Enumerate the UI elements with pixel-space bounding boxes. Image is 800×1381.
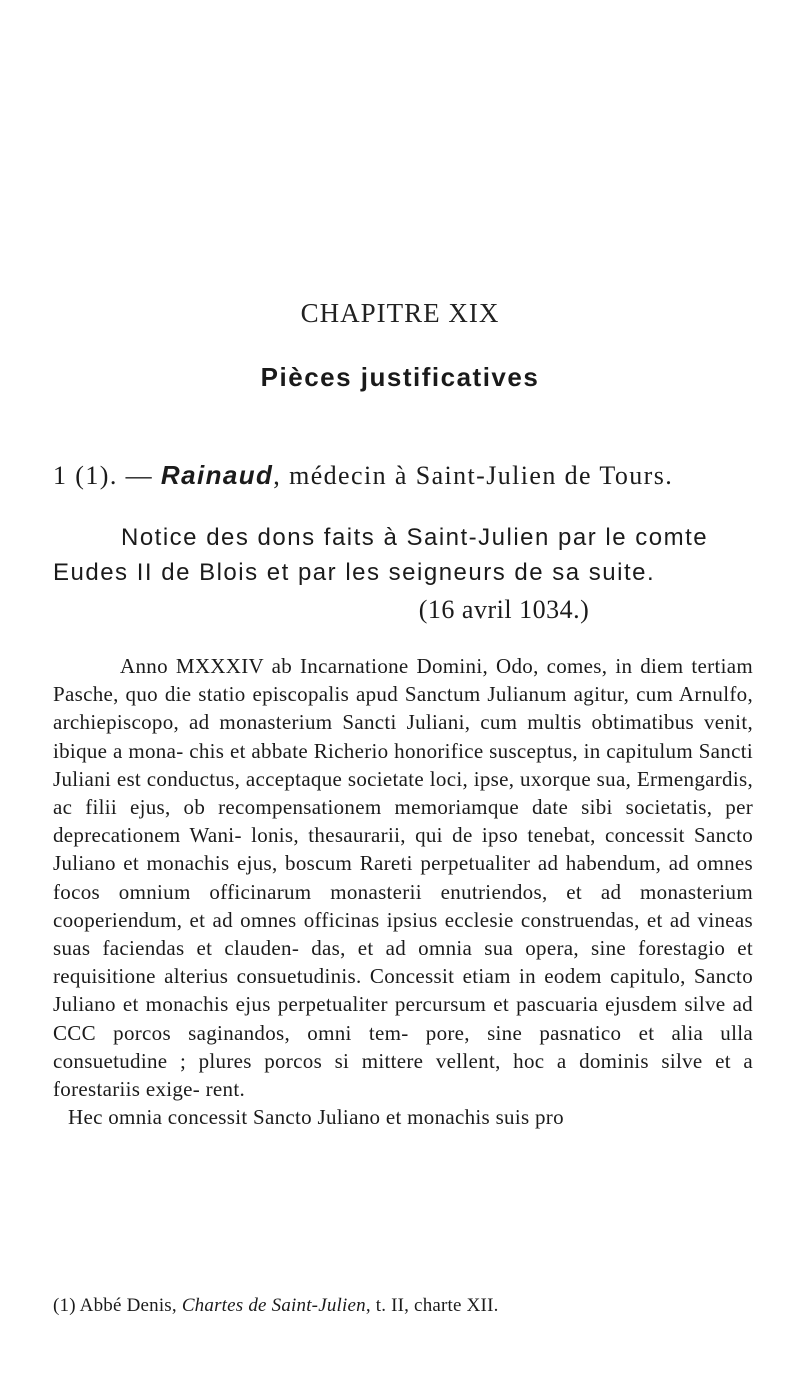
- footnote-author: Abbé Denis,: [75, 1295, 182, 1316]
- body-paragraph: Hec omnia concessit Sancto Juliano et monachis suis pro: [68, 1105, 564, 1130]
- entry-number: 1 (1).: [53, 461, 118, 490]
- document-date-text: (16 avril 1034.): [418, 595, 590, 624]
- document-title-line-1: Notice des dons faits à Saint-Julien par le comte: [121, 524, 709, 551]
- body-paragraph: Anno MXXXIV ab Incarnatione Domini, Odo, comes, in diem tertiam Pasche, quo die statio episcopalis apud Sanctum Julianum agitur, cum Arnulfo, archiepiscopo, ad monasterium Sancti Juliani, cum multis obtimatibus venit, ibique a mona- chis et abbate Richerio honorifice susceptus, in capitulum Sancti Juliani est conductus, acceptaque societate loci, ipse, uxorque sua, Ermengardis, ac filii ejus, ob recompensationem memoriamque date sibi societatis, per deprecationem Wani- lonis, thesaurarii, qui de ipso tenebat, concessit Sancto Juliano et monachis ejus, boscum Rareti perpetualiter ad habendum, ad omnes focos omnium officinarum monasterii enutriendos, et ad monasterium cooperiendum, et ad omnes officinas ipsius ecclesie construendas, et ad vineas suas faciendas et clauden- das, et ad omnia sua opera, sine forestagio et requisitione alterius consuetudinis. Concessit etiam in eodem capitulo, Sancto Juliano et monachis ejus perpetualiter percursum et pascuaria ejusdem silve ad CCC porcos saginandos, omni tem- pore, sine pasnatico et alia ulla consuetudine ; plures porcos si mittere vellent, hoc a dominis silve et a forestariis exige- rent.: [53, 654, 753, 1102]
- footnote-reference: , t. II, charte XII.: [365, 1295, 499, 1316]
- footnote: [53, 1295, 753, 1317]
- document-title: [53, 520, 753, 590]
- document-entry-heading: [53, 460, 753, 491]
- document-body: [53, 652, 753, 1131]
- document-date: [0, 595, 800, 625]
- footnote-work-title: Chartes de Saint-Julien: [181, 1295, 366, 1316]
- footnote-marker: (1): [53, 1295, 76, 1316]
- entry-name: Rainaud: [160, 460, 274, 490]
- document-title-line-2: Eudes II de Blois et par les seigneurs de sa suite.: [53, 559, 656, 586]
- chapter-heading: CHAPITRE XIX: [300, 298, 500, 328]
- entry-description: , médecin à Saint-Julien de Tours.: [273, 461, 674, 490]
- section-heading: Pièces justificatives: [260, 362, 540, 392]
- entry-dash: —: [117, 461, 161, 490]
